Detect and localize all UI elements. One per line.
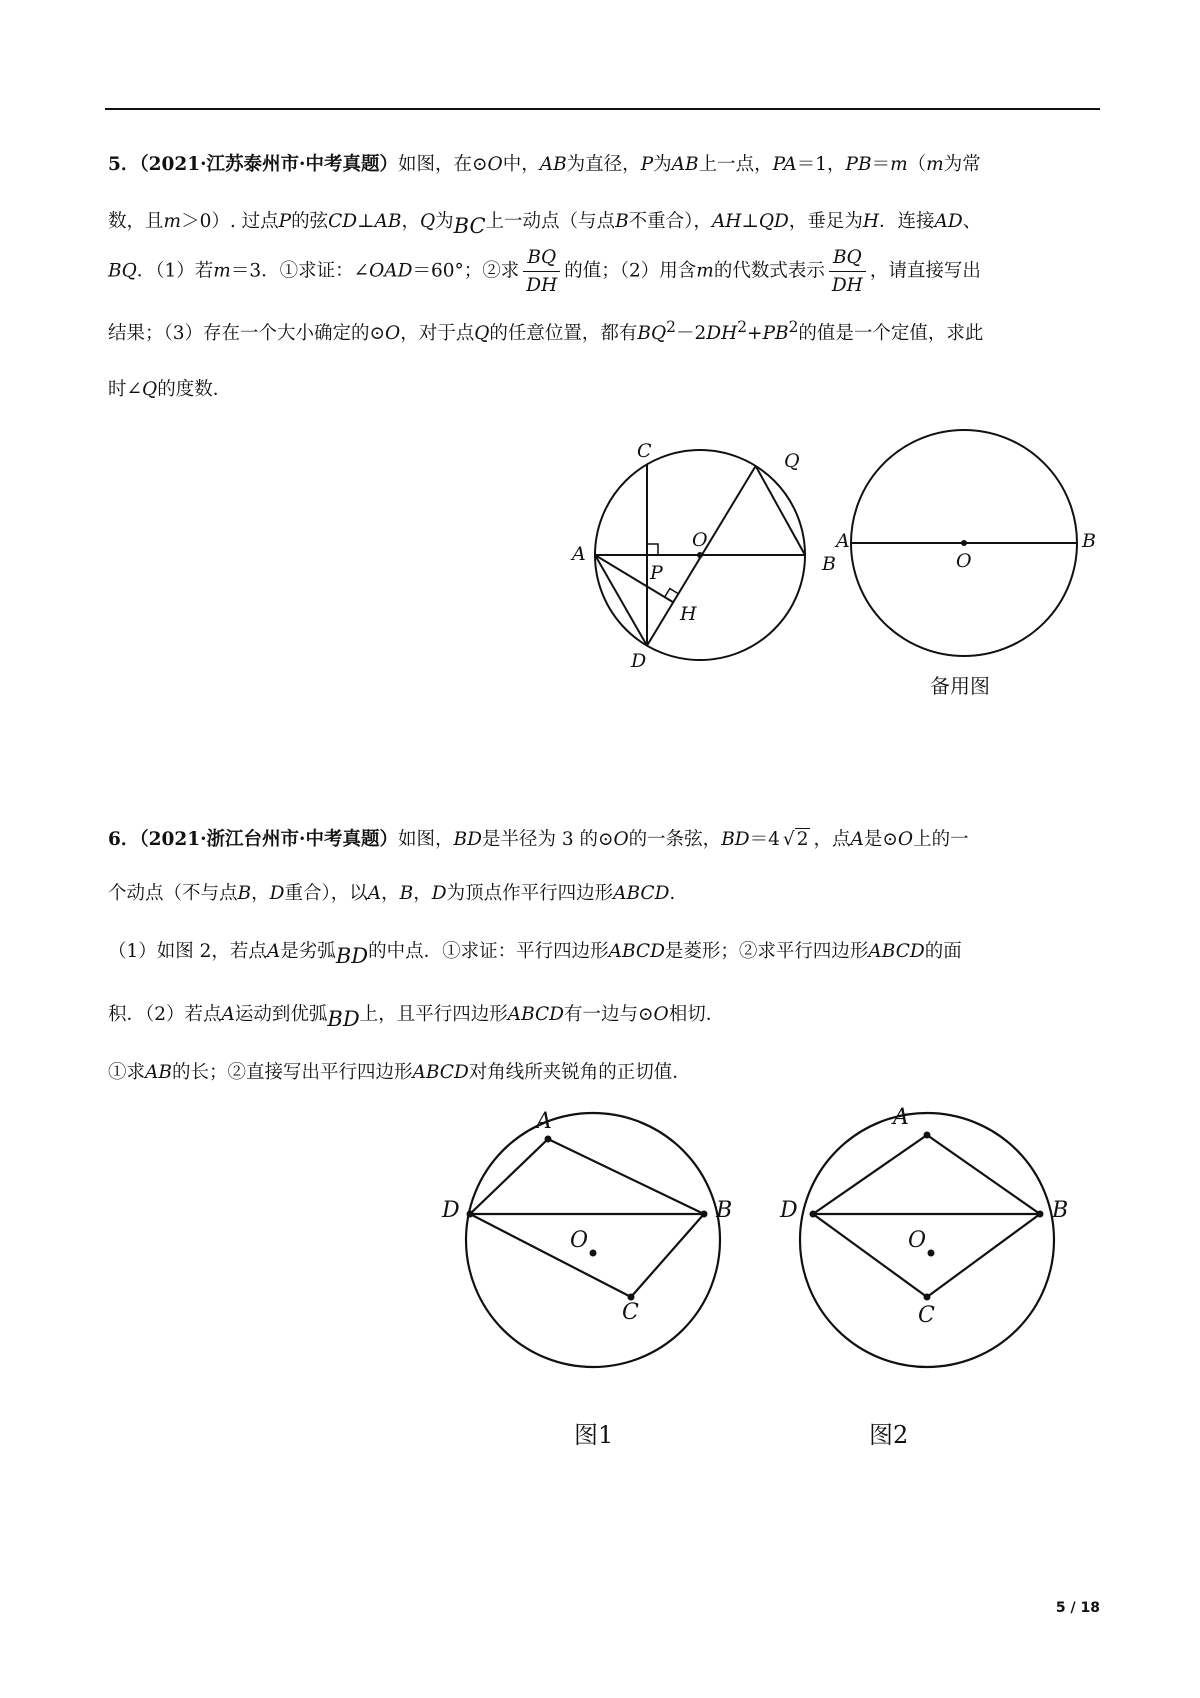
fig2-label-o: O	[908, 1228, 927, 1253]
spare-circle	[851, 430, 1077, 656]
var: P	[278, 211, 292, 232]
text: ．（1）若	[136, 260, 214, 282]
var: A	[367, 883, 382, 904]
text: +	[747, 323, 763, 345]
text: 上一动点（与点	[485, 211, 616, 232]
fraction-numerator: BQ	[829, 244, 866, 272]
spare-label-o: O	[956, 550, 972, 572]
figure-2-point-c	[924, 1294, 931, 1301]
var: A	[221, 1004, 235, 1025]
figure-1-point-b	[701, 1211, 708, 1218]
figure-1-point-d	[467, 1211, 474, 1218]
figure-2-points	[810, 1132, 1044, 1301]
problem-6-line-2	[108, 879, 675, 905]
var: AB	[145, 1062, 172, 1083]
figure-2-point-d	[810, 1211, 817, 1218]
text: 是菱形；②求平行四边形	[664, 941, 869, 962]
text: 是劣弧	[280, 941, 336, 962]
text: 的面	[924, 941, 962, 962]
problem-5-line-2	[108, 207, 982, 238]
var: m	[163, 211, 182, 232]
figure-1	[466, 1113, 720, 1367]
var: ABCD	[613, 883, 670, 904]
var: O	[487, 154, 503, 175]
label-c: C	[637, 440, 652, 462]
var: B	[237, 883, 252, 904]
var: m	[890, 154, 908, 175]
text: ，	[401, 211, 420, 232]
var: Q	[474, 323, 490, 345]
problem-5-source: （2021·江苏泰州市·中考真题）	[139, 154, 398, 175]
text: ＝1，	[796, 154, 846, 175]
var: AB	[539, 154, 567, 175]
var: ABCD	[412, 1062, 469, 1083]
superscript: 2	[666, 318, 676, 336]
text: ＝	[871, 154, 891, 175]
spare-label-b: B	[1082, 530, 1096, 552]
var: OAD	[369, 260, 413, 282]
text: ，垂足为	[788, 211, 863, 232]
figure-1-caption: 图1	[574, 1421, 614, 1449]
text: 为	[435, 211, 454, 232]
text: 上一点，	[698, 154, 773, 175]
text: 的一条弦，	[628, 829, 722, 850]
var: BQ	[108, 260, 137, 282]
text: 重合），以	[284, 883, 368, 904]
var: PB	[762, 323, 789, 345]
problem-5-line-3	[108, 244, 981, 299]
text: 为	[653, 154, 672, 175]
text: ，	[381, 883, 400, 904]
fraction-bq-dh	[523, 244, 560, 299]
problem-6-source: （2021·浙江台州市·中考真题）	[139, 829, 398, 850]
problem-5-line-5	[108, 375, 231, 401]
text: ⊥	[741, 211, 759, 232]
text: －2	[675, 323, 707, 345]
var: PA	[772, 154, 797, 175]
text: ＝3．①求证：∠	[230, 260, 370, 282]
text: ①求	[108, 1062, 146, 1083]
var: m	[696, 260, 714, 282]
fraction-numerator: BQ	[523, 244, 560, 272]
text: 的代数式表示	[713, 260, 825, 282]
radicand: 2	[796, 829, 809, 850]
fig2-label-a: A	[893, 1105, 909, 1130]
text: 数，且	[108, 211, 164, 232]
text: 为常	[943, 154, 981, 175]
figure-1-point-a	[545, 1136, 552, 1143]
page-number: 5 / 18	[1055, 1600, 1100, 1616]
var: ABCD	[868, 941, 925, 962]
text: 上的一	[913, 829, 969, 850]
problem-6-line-5	[108, 1058, 691, 1084]
spare-label-a: A	[836, 530, 850, 552]
var: B	[399, 883, 414, 904]
text: 个动点（不与点	[108, 883, 238, 904]
text: 时∠	[108, 379, 143, 400]
var: D	[431, 883, 447, 904]
figure-2-caption: 图2	[869, 1421, 909, 1449]
text: ．连接	[879, 211, 935, 232]
var: O	[897, 829, 914, 850]
text: ，点	[813, 829, 851, 850]
fig1-label-o: O	[570, 1228, 589, 1253]
var: BQ	[637, 323, 667, 345]
var: DH	[706, 323, 738, 345]
spare-center-dot	[961, 540, 967, 546]
label-q: Q	[784, 450, 800, 472]
var: Q	[419, 211, 436, 232]
label-b: B	[822, 553, 836, 575]
figure-2-rhombus	[813, 1135, 1040, 1297]
text: 不重合），	[628, 211, 712, 232]
text: ，请直接写出	[869, 260, 981, 282]
figure-2-center	[928, 1250, 935, 1257]
text: （	[907, 154, 927, 175]
text: 对角线所夹锐角的正切值．	[468, 1062, 691, 1083]
text: 相切．	[668, 1004, 725, 1025]
problem-5-number: 5．	[108, 154, 140, 175]
fraction-denominator: DH	[831, 275, 863, 296]
text: 上，且平行四边形	[359, 1004, 508, 1025]
var: A	[850, 829, 864, 850]
label-d: D	[631, 650, 647, 672]
text: 的值是一个定值，求此	[798, 323, 984, 345]
var: O	[385, 323, 401, 345]
text: 中，	[502, 154, 540, 175]
text: ＝4	[749, 829, 780, 850]
fig1-label-b: B	[716, 1198, 733, 1223]
var: AH	[711, 211, 742, 232]
fig2-label-d: D	[780, 1198, 798, 1223]
label-h: H	[680, 603, 697, 625]
label-o: O	[692, 529, 708, 551]
problem-6-number: 6．	[108, 829, 140, 850]
text: 的长；②直接写出平行四边形	[171, 1062, 413, 1083]
var: BD	[453, 829, 482, 850]
var: O	[653, 1004, 669, 1025]
text: 的弦	[291, 211, 329, 232]
var: P	[640, 154, 654, 175]
text: ⊥	[357, 211, 375, 232]
var: QD	[758, 211, 789, 232]
right-angle-h	[665, 589, 679, 598]
var: AB	[374, 211, 402, 232]
problem-5-line-4	[108, 318, 983, 345]
var: PB	[845, 154, 872, 175]
text: .	[669, 883, 676, 904]
fraction-denominator: DH	[526, 275, 558, 296]
center-dot-o	[697, 552, 703, 558]
sqrt-2: √ 2	[782, 829, 809, 850]
var: ABCD	[507, 1004, 565, 1025]
text: （1）如图 2，若点	[108, 941, 267, 962]
var: H	[862, 211, 879, 232]
text: ＝60°；②求	[412, 260, 520, 282]
text: 为顶点作平行四边形	[446, 883, 614, 904]
var: B	[615, 211, 629, 232]
figure-2	[800, 1113, 1054, 1367]
text: 是⊙	[863, 829, 898, 850]
text: ＞0）. 过点	[181, 211, 279, 232]
figure-2-circle	[800, 1113, 1054, 1367]
figure-1-center	[590, 1250, 597, 1257]
var: A	[266, 941, 281, 962]
header-rule	[105, 108, 1100, 110]
segment-ad	[595, 555, 647, 646]
text: 的任意位置，都有	[489, 323, 638, 345]
text: 是半径为 3 的⊙	[481, 829, 614, 850]
figure-2-point-b	[1037, 1211, 1044, 1218]
fig1-label-d: D	[442, 1198, 460, 1223]
var: AB	[671, 154, 699, 175]
superscript: 2	[737, 318, 748, 336]
superscript: 2	[788, 318, 799, 336]
text: 运动到优弧	[234, 1004, 328, 1025]
spare-figure-caption: 备用图	[930, 674, 990, 698]
figure-1-circle	[466, 1113, 720, 1367]
segment-bq	[756, 466, 805, 555]
problem-6-line-4	[108, 1000, 725, 1031]
figure-1-points	[467, 1136, 708, 1301]
text: 的值；（2）用含	[564, 260, 697, 282]
text: ，	[251, 883, 270, 904]
figure-2-point-a	[924, 1132, 931, 1139]
label-a: A	[572, 543, 586, 565]
text: 如图，	[398, 829, 454, 850]
fraction-bq-dh-2	[829, 244, 866, 299]
text: ，对于点	[400, 323, 475, 345]
var: m	[926, 154, 944, 175]
segment-qd	[647, 466, 756, 646]
right-angle-p	[647, 544, 658, 555]
arc-bd: BD	[335, 944, 369, 968]
fig2-label-c: C	[918, 1303, 935, 1328]
arc-bc: BC	[453, 214, 486, 238]
var: AD	[934, 211, 963, 232]
var: CD	[328, 211, 358, 232]
var: O	[613, 829, 629, 850]
label-p: P	[650, 562, 663, 584]
text: 如图，在⊙	[398, 154, 488, 175]
text: ，	[413, 883, 432, 904]
problem-6-line-3	[108, 937, 962, 968]
fig2-label-b: B	[1052, 1198, 1069, 1223]
var: ABCD	[608, 941, 665, 962]
problem-5-line-1	[108, 150, 981, 176]
text: 为直径，	[566, 154, 641, 175]
text: 有一边与⊙	[564, 1004, 654, 1025]
arc-bd-major: BD	[327, 1007, 360, 1031]
text: 、	[962, 211, 982, 232]
var: Q	[142, 379, 158, 400]
figure-1-parallelogram	[470, 1139, 704, 1297]
text: 积．（2）若点	[108, 1004, 222, 1025]
text: 的度数．	[157, 379, 232, 400]
text: 的中点．①求证：平行四边形	[368, 941, 609, 962]
var: BD	[721, 829, 750, 850]
text: 结果；（3）存在一个大小确定的⊙	[108, 323, 386, 345]
var: D	[269, 883, 285, 904]
circle-o	[595, 450, 805, 660]
fig1-label-a: A	[536, 1109, 552, 1134]
problem-6-line-1	[108, 825, 969, 851]
fig1-label-c: C	[622, 1300, 639, 1325]
var: m	[213, 260, 231, 282]
